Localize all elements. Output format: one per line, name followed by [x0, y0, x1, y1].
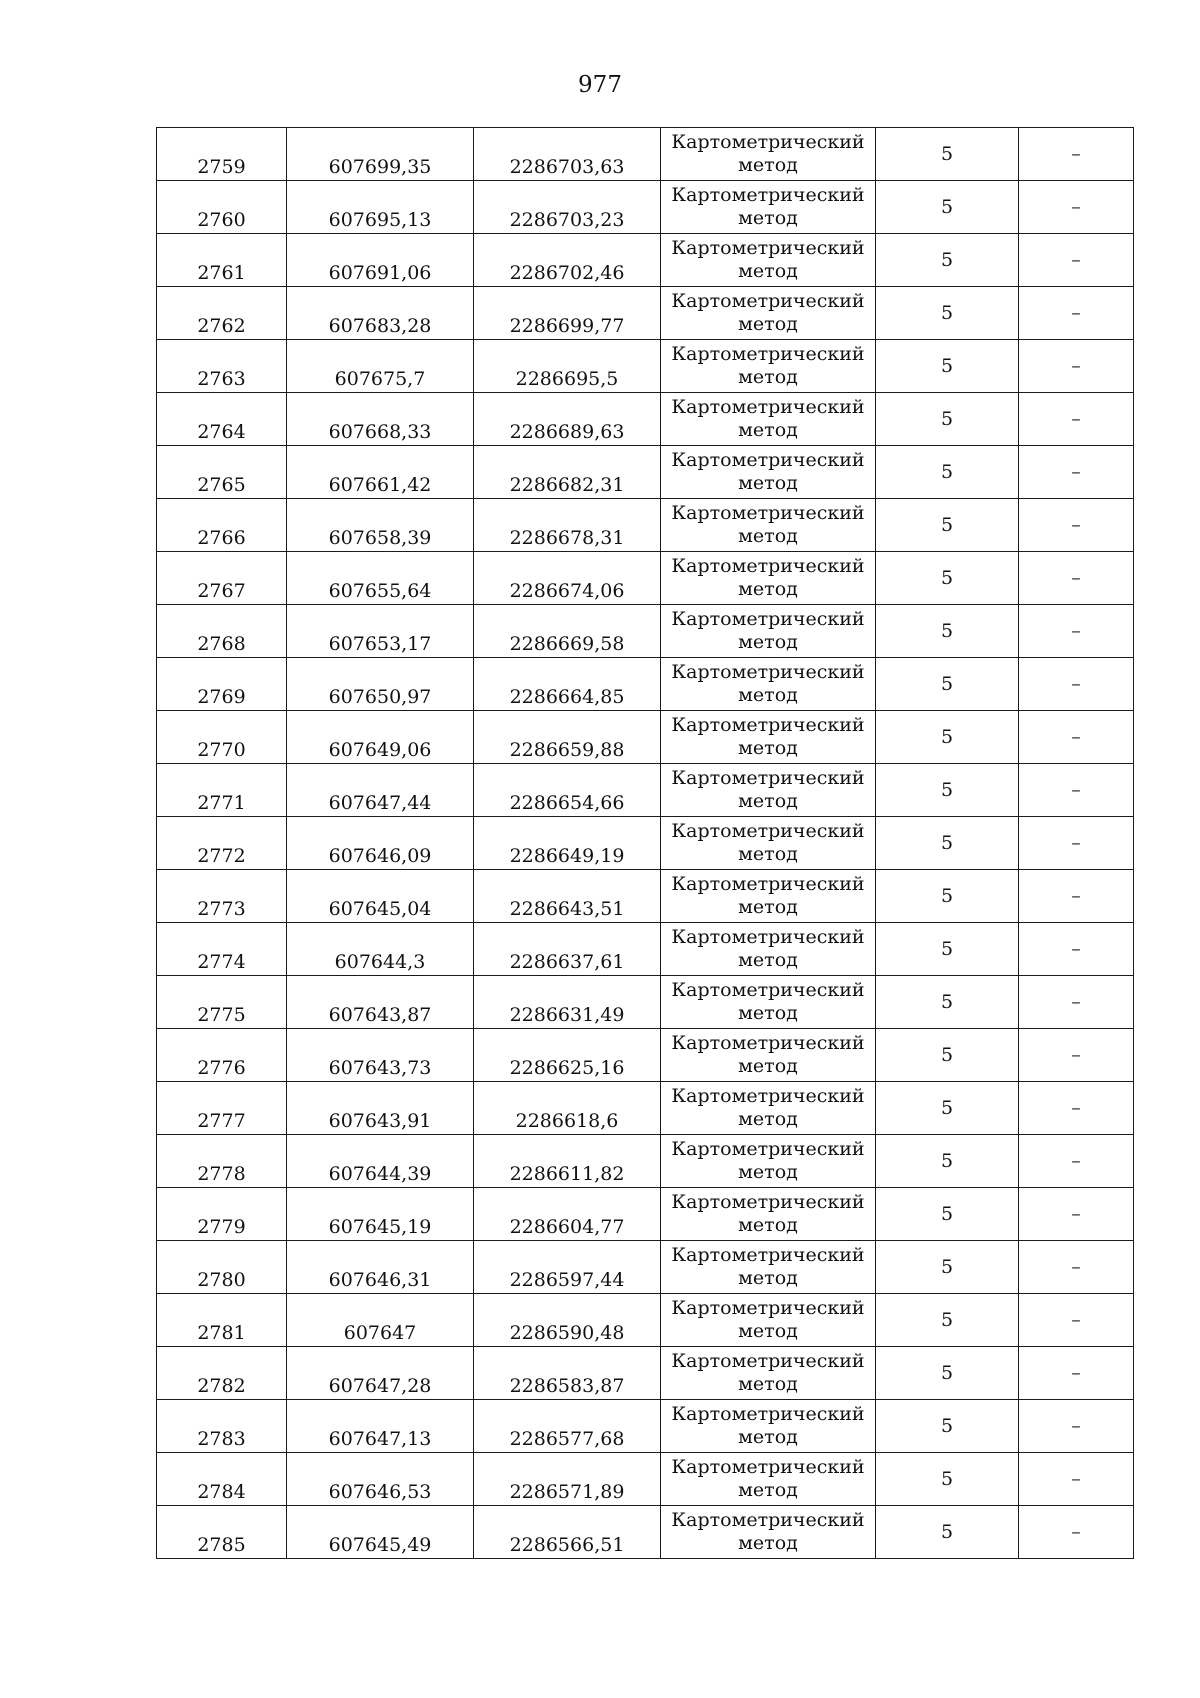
method-cell: [661, 1188, 876, 1241]
note-cell: –: [1019, 499, 1134, 552]
method-cell: [661, 605, 876, 658]
y-coordinate-cell: 2286699,77: [474, 287, 661, 340]
method-cell: [661, 287, 876, 340]
table-row: [157, 870, 1134, 923]
note-cell: –: [1019, 446, 1134, 499]
table-row: [157, 181, 1134, 234]
method-line-1: Картометрический: [671, 1456, 865, 1478]
note-cell: –: [1019, 1135, 1134, 1188]
point-number-cell: 2769: [157, 658, 287, 711]
accuracy-cell: 5: [876, 605, 1019, 658]
table-row: [157, 1188, 1134, 1241]
accuracy-cell: 5: [876, 1347, 1019, 1400]
point-number-cell: 2775: [157, 976, 287, 1029]
x-coordinate-cell: 607646,31: [287, 1241, 474, 1294]
note-cell: –: [1019, 552, 1134, 605]
x-coordinate-cell: 607645,19: [287, 1188, 474, 1241]
y-coordinate-cell: 2286649,19: [474, 817, 661, 870]
note-cell: –: [1019, 605, 1134, 658]
point-number-cell: 2783: [157, 1400, 287, 1453]
note-cell: –: [1019, 817, 1134, 870]
accuracy-cell: 5: [876, 128, 1019, 181]
point-number-cell: 2770: [157, 711, 287, 764]
y-coordinate-cell: 2286674,06: [474, 552, 661, 605]
x-coordinate-cell: 607661,42: [287, 446, 474, 499]
accuracy-cell: 5: [876, 1188, 1019, 1241]
point-number-cell: 2763: [157, 340, 287, 393]
method-line-2: метод: [738, 684, 798, 706]
note-cell: –: [1019, 1294, 1134, 1347]
note-cell: –: [1019, 340, 1134, 393]
method-cell: [661, 1347, 876, 1400]
coordinates-table-body: [157, 128, 1134, 1559]
method-line-1: Картометрический: [671, 449, 865, 471]
x-coordinate-cell: 607695,13: [287, 181, 474, 234]
table-row: [157, 340, 1134, 393]
table-row: [157, 1082, 1134, 1135]
table-row: [157, 658, 1134, 711]
table-row: [157, 287, 1134, 340]
x-coordinate-cell: 607653,17: [287, 605, 474, 658]
method-line-2: метод: [738, 472, 798, 494]
y-coordinate-cell: 2286597,44: [474, 1241, 661, 1294]
note-cell: –: [1019, 976, 1134, 1029]
accuracy-cell: 5: [876, 499, 1019, 552]
x-coordinate-cell: 607647,28: [287, 1347, 474, 1400]
y-coordinate-cell: 2286703,23: [474, 181, 661, 234]
method-line-1: Картометрический: [671, 1509, 865, 1531]
method-line-1: Картометрический: [671, 979, 865, 1001]
point-number-cell: 2761: [157, 234, 287, 287]
method-line-1: Картометрический: [671, 1297, 865, 1319]
accuracy-cell: 5: [876, 711, 1019, 764]
accuracy-cell: 5: [876, 1453, 1019, 1506]
method-line-1: Картометрический: [671, 608, 865, 630]
method-line-2: метод: [738, 1426, 798, 1448]
x-coordinate-cell: 607645,49: [287, 1506, 474, 1559]
y-coordinate-cell: 2286566,51: [474, 1506, 661, 1559]
y-coordinate-cell: 2286659,88: [474, 711, 661, 764]
x-coordinate-cell: 607650,97: [287, 658, 474, 711]
method-line-2: метод: [738, 790, 798, 812]
point-number-cell: 2784: [157, 1453, 287, 1506]
accuracy-cell: 5: [876, 976, 1019, 1029]
method-line-2: метод: [738, 1214, 798, 1236]
y-coordinate-cell: 2286637,61: [474, 923, 661, 976]
accuracy-cell: 5: [876, 1241, 1019, 1294]
table-row: [157, 817, 1134, 870]
method-line-1: Картометрический: [671, 237, 865, 259]
method-line-1: Картометрический: [671, 1138, 865, 1160]
table-row: [157, 1506, 1134, 1559]
point-number-cell: 2785: [157, 1506, 287, 1559]
x-coordinate-cell: 607675,7: [287, 340, 474, 393]
method-line-2: метод: [738, 949, 798, 971]
table-row: [157, 764, 1134, 817]
accuracy-cell: 5: [876, 446, 1019, 499]
y-coordinate-cell: 2286703,63: [474, 128, 661, 181]
x-coordinate-cell: 607643,87: [287, 976, 474, 1029]
x-coordinate-cell: 607646,53: [287, 1453, 474, 1506]
y-coordinate-cell: 2286611,82: [474, 1135, 661, 1188]
point-number-cell: 2776: [157, 1029, 287, 1082]
method-cell: [661, 923, 876, 976]
note-cell: –: [1019, 711, 1134, 764]
note-cell: –: [1019, 128, 1134, 181]
table-row: [157, 605, 1134, 658]
method-line-1: Картометрический: [671, 820, 865, 842]
point-number-cell: 2768: [157, 605, 287, 658]
table-row: [157, 1294, 1134, 1347]
method-cell: [661, 764, 876, 817]
note-cell: –: [1019, 181, 1134, 234]
y-coordinate-cell: 2286625,16: [474, 1029, 661, 1082]
method-cell: [661, 393, 876, 446]
method-line-1: Картометрический: [671, 131, 865, 153]
method-line-2: метод: [738, 1479, 798, 1501]
method-line-1: Картометрический: [671, 290, 865, 312]
y-coordinate-cell: 2286689,63: [474, 393, 661, 446]
method-line-1: Картометрический: [671, 1403, 865, 1425]
point-number-cell: 2782: [157, 1347, 287, 1400]
method-line-2: метод: [738, 1055, 798, 1077]
method-line-1: Картометрический: [671, 396, 865, 418]
x-coordinate-cell: 607643,91: [287, 1082, 474, 1135]
y-coordinate-cell: 2286577,68: [474, 1400, 661, 1453]
note-cell: –: [1019, 1506, 1134, 1559]
y-coordinate-cell: 2286604,77: [474, 1188, 661, 1241]
y-coordinate-cell: 2286583,87: [474, 1347, 661, 1400]
x-coordinate-cell: 607645,04: [287, 870, 474, 923]
accuracy-cell: 5: [876, 1135, 1019, 1188]
accuracy-cell: 5: [876, 1506, 1019, 1559]
table-row: [157, 499, 1134, 552]
table-row: [157, 711, 1134, 764]
note-cell: –: [1019, 1400, 1134, 1453]
y-coordinate-cell: 2286571,89: [474, 1453, 661, 1506]
method-line-2: метод: [738, 525, 798, 547]
y-coordinate-cell: 2286618,6: [474, 1082, 661, 1135]
table-row: [157, 234, 1134, 287]
method-line-2: метод: [738, 1002, 798, 1024]
method-line-1: Картометрический: [671, 1085, 865, 1107]
x-coordinate-cell: 607649,06: [287, 711, 474, 764]
accuracy-cell: 5: [876, 817, 1019, 870]
table-row: [157, 1135, 1134, 1188]
method-line-2: метод: [738, 1161, 798, 1183]
method-line-2: метод: [738, 260, 798, 282]
y-coordinate-cell: 2286631,49: [474, 976, 661, 1029]
x-coordinate-cell: 607644,3: [287, 923, 474, 976]
x-coordinate-cell: 607699,35: [287, 128, 474, 181]
accuracy-cell: 5: [876, 658, 1019, 711]
method-line-1: Картометрический: [671, 661, 865, 683]
method-line-2: метод: [738, 1267, 798, 1289]
note-cell: –: [1019, 1029, 1134, 1082]
method-line-1: Картометрический: [671, 502, 865, 524]
note-cell: –: [1019, 393, 1134, 446]
method-cell: [661, 870, 876, 923]
accuracy-cell: 5: [876, 1294, 1019, 1347]
y-coordinate-cell: 2286669,58: [474, 605, 661, 658]
accuracy-cell: 5: [876, 552, 1019, 605]
x-coordinate-cell: 607647,13: [287, 1400, 474, 1453]
x-coordinate-cell: 607658,39: [287, 499, 474, 552]
method-cell: [661, 658, 876, 711]
x-coordinate-cell: 607647: [287, 1294, 474, 1347]
y-coordinate-cell: 2286702,46: [474, 234, 661, 287]
note-cell: –: [1019, 287, 1134, 340]
point-number-cell: 2759: [157, 128, 287, 181]
table-row: [157, 1241, 1134, 1294]
method-cell: [661, 128, 876, 181]
accuracy-cell: 5: [876, 234, 1019, 287]
note-cell: –: [1019, 234, 1134, 287]
accuracy-cell: 5: [876, 923, 1019, 976]
y-coordinate-cell: 2286643,51: [474, 870, 661, 923]
table-row: [157, 393, 1134, 446]
point-number-cell: 2771: [157, 764, 287, 817]
x-coordinate-cell: 607668,33: [287, 393, 474, 446]
table-row: [157, 128, 1134, 181]
point-number-cell: 2777: [157, 1082, 287, 1135]
note-cell: –: [1019, 764, 1134, 817]
point-number-cell: 2764: [157, 393, 287, 446]
point-number-cell: 2773: [157, 870, 287, 923]
table-row: [157, 446, 1134, 499]
x-coordinate-cell: 607643,73: [287, 1029, 474, 1082]
point-number-cell: 2760: [157, 181, 287, 234]
note-cell: –: [1019, 658, 1134, 711]
method-line-1: Картометрический: [671, 555, 865, 577]
note-cell: –: [1019, 870, 1134, 923]
method-line-2: метод: [738, 631, 798, 653]
accuracy-cell: 5: [876, 287, 1019, 340]
note-cell: –: [1019, 1347, 1134, 1400]
method-line-2: метод: [738, 1108, 798, 1130]
method-line-2: метод: [738, 843, 798, 865]
method-cell: [661, 1400, 876, 1453]
table-row: [157, 1347, 1134, 1400]
y-coordinate-cell: 2286664,85: [474, 658, 661, 711]
method-line-2: метод: [738, 207, 798, 229]
method-line-2: метод: [738, 1373, 798, 1395]
accuracy-cell: 5: [876, 870, 1019, 923]
y-coordinate-cell: 2286678,31: [474, 499, 661, 552]
x-coordinate-cell: 607647,44: [287, 764, 474, 817]
note-cell: –: [1019, 1188, 1134, 1241]
method-cell: [661, 711, 876, 764]
y-coordinate-cell: 2286590,48: [474, 1294, 661, 1347]
accuracy-cell: 5: [876, 1082, 1019, 1135]
method-cell: [661, 1506, 876, 1559]
method-line-2: метод: [738, 578, 798, 600]
table-row: [157, 1453, 1134, 1506]
method-cell: [661, 181, 876, 234]
y-coordinate-cell: 2286695,5: [474, 340, 661, 393]
page-number: 977: [578, 72, 622, 98]
method-cell: [661, 552, 876, 605]
method-line-1: Картометрический: [671, 926, 865, 948]
table-row: [157, 1400, 1134, 1453]
point-number-cell: 2779: [157, 1188, 287, 1241]
method-line-1: Картометрический: [671, 714, 865, 736]
method-cell: [661, 446, 876, 499]
point-number-cell: 2772: [157, 817, 287, 870]
method-line-2: метод: [738, 896, 798, 918]
method-cell: [661, 1294, 876, 1347]
method-line-1: Картометрический: [671, 184, 865, 206]
accuracy-cell: 5: [876, 1029, 1019, 1082]
point-number-cell: 2762: [157, 287, 287, 340]
table-row: [157, 552, 1134, 605]
method-line-1: Картометрический: [671, 873, 865, 895]
method-line-2: метод: [738, 366, 798, 388]
method-line-1: Картометрический: [671, 1191, 865, 1213]
x-coordinate-cell: 607683,28: [287, 287, 474, 340]
x-coordinate-cell: 607655,64: [287, 552, 474, 605]
accuracy-cell: 5: [876, 181, 1019, 234]
point-number-cell: 2765: [157, 446, 287, 499]
method-cell: [661, 976, 876, 1029]
method-cell: [661, 1029, 876, 1082]
method-cell: [661, 499, 876, 552]
point-number-cell: 2774: [157, 923, 287, 976]
point-number-cell: 2781: [157, 1294, 287, 1347]
note-cell: –: [1019, 923, 1134, 976]
table-row: [157, 923, 1134, 976]
method-cell: [661, 1453, 876, 1506]
accuracy-cell: 5: [876, 393, 1019, 446]
coordinates-table: [156, 127, 1134, 1559]
accuracy-cell: 5: [876, 340, 1019, 393]
point-number-cell: 2766: [157, 499, 287, 552]
table-row: [157, 976, 1134, 1029]
x-coordinate-cell: 607646,09: [287, 817, 474, 870]
point-number-cell: 2767: [157, 552, 287, 605]
method-line-2: метод: [738, 1532, 798, 1554]
accuracy-cell: 5: [876, 1400, 1019, 1453]
note-cell: –: [1019, 1082, 1134, 1135]
method-cell: [661, 1082, 876, 1135]
method-line-2: метод: [738, 419, 798, 441]
method-line-1: Картометрический: [671, 343, 865, 365]
x-coordinate-cell: 607644,39: [287, 1135, 474, 1188]
method-cell: [661, 817, 876, 870]
x-coordinate-cell: 607691,06: [287, 234, 474, 287]
method-line-2: метод: [738, 154, 798, 176]
method-line-1: Картометрический: [671, 1350, 865, 1372]
method-line-1: Картометрический: [671, 767, 865, 789]
accuracy-cell: 5: [876, 764, 1019, 817]
method-line-2: метод: [738, 313, 798, 335]
method-line-2: метод: [738, 737, 798, 759]
point-number-cell: 2778: [157, 1135, 287, 1188]
note-cell: –: [1019, 1453, 1134, 1506]
method-line-1: Картометрический: [671, 1244, 865, 1266]
point-number-cell: 2780: [157, 1241, 287, 1294]
method-cell: [661, 340, 876, 393]
note-cell: –: [1019, 1241, 1134, 1294]
y-coordinate-cell: 2286682,31: [474, 446, 661, 499]
y-coordinate-cell: 2286654,66: [474, 764, 661, 817]
table-row: [157, 1029, 1134, 1082]
method-line-1: Картометрический: [671, 1032, 865, 1054]
method-cell: [661, 1135, 876, 1188]
method-cell: [661, 234, 876, 287]
method-line-2: метод: [738, 1320, 798, 1342]
method-cell: [661, 1241, 876, 1294]
